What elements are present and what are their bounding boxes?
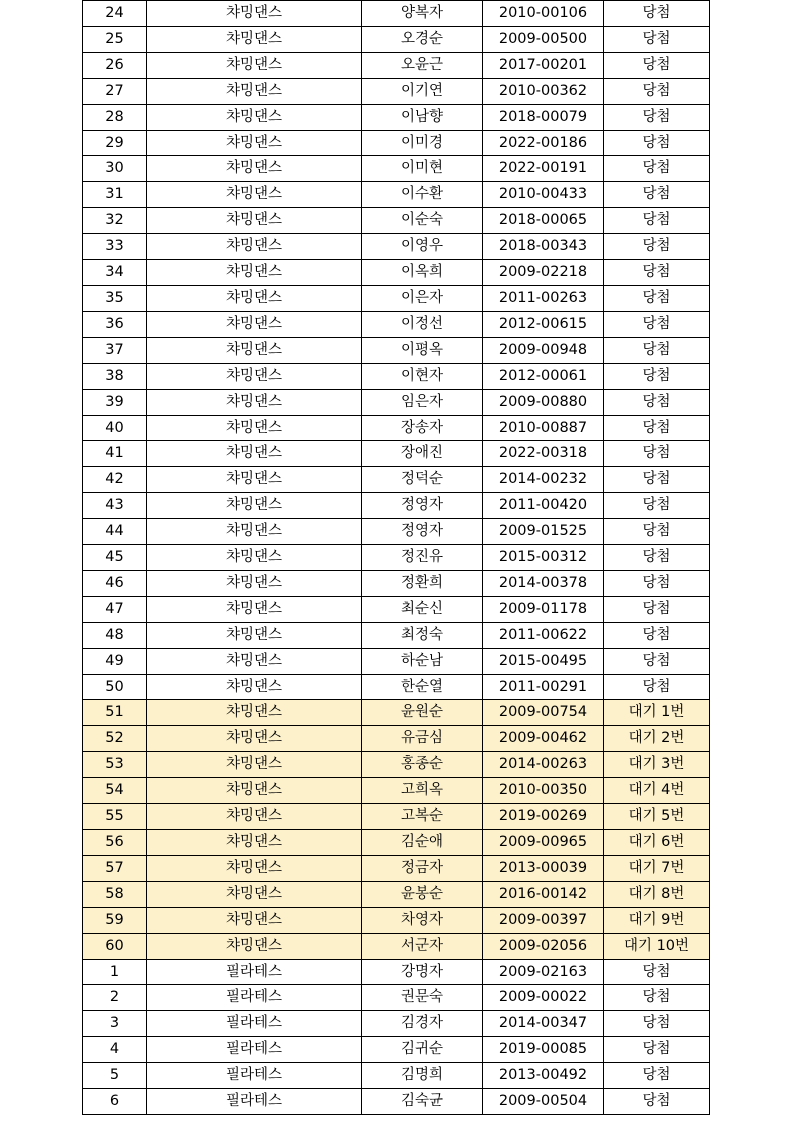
member-name-cell: 오윤근	[362, 52, 483, 78]
result-cell: 대기 7번	[604, 855, 710, 881]
class-name-cell: 필라테스	[147, 985, 362, 1011]
member-name-cell: 윤원순	[362, 700, 483, 726]
member-id-cell: 2009-01525	[483, 519, 604, 545]
waitlist-row	[83, 752, 710, 778]
member-name-cell: 이은자	[362, 285, 483, 311]
result-cell: 당첨	[604, 570, 710, 596]
member-id-cell: 2019-00085	[483, 1037, 604, 1063]
result-cell: 당첨	[604, 1037, 710, 1063]
row-number-cell: 55	[83, 804, 147, 830]
row-number-cell: 50	[83, 674, 147, 700]
result-cell: 당첨	[604, 985, 710, 1011]
result-cell: 당첨	[604, 959, 710, 985]
result-cell: 대기 8번	[604, 881, 710, 907]
table-row	[83, 285, 710, 311]
member-id-cell: 2012-00061	[483, 363, 604, 389]
waitlist-row	[83, 881, 710, 907]
row-number-cell: 60	[83, 933, 147, 959]
member-id-cell: 2018-00343	[483, 234, 604, 260]
table-row	[83, 234, 710, 260]
row-number-cell: 44	[83, 519, 147, 545]
table-row	[83, 1063, 710, 1089]
member-id-cell: 2015-00495	[483, 648, 604, 674]
result-cell: 당첨	[604, 493, 710, 519]
result-cell: 당첨	[604, 519, 710, 545]
result-cell: 당첨	[604, 441, 710, 467]
class-name-cell: 챠밍댄스	[147, 622, 362, 648]
table-row	[83, 26, 710, 52]
row-number-cell: 54	[83, 778, 147, 804]
row-number-cell: 47	[83, 596, 147, 622]
row-number-cell: 35	[83, 285, 147, 311]
row-number-cell: 56	[83, 830, 147, 856]
member-name-cell: 김명희	[362, 1063, 483, 1089]
row-number-cell: 6	[83, 1089, 147, 1115]
member-name-cell: 정덕순	[362, 467, 483, 493]
waitlist-row	[83, 726, 710, 752]
table-row	[83, 467, 710, 493]
table-row	[83, 1011, 710, 1037]
waitlist-row	[83, 933, 710, 959]
member-name-cell: 정영자	[362, 519, 483, 545]
result-cell: 대기 6번	[604, 830, 710, 856]
class-name-cell: 챠밍댄스	[147, 881, 362, 907]
row-number-cell: 24	[83, 1, 147, 27]
result-cell: 당첨	[604, 648, 710, 674]
member-id-cell: 2009-00500	[483, 26, 604, 52]
member-name-cell: 이기연	[362, 78, 483, 104]
member-name-cell: 한순열	[362, 674, 483, 700]
table-row	[83, 182, 710, 208]
member-id-cell: 2009-02056	[483, 933, 604, 959]
member-id-cell: 2012-00615	[483, 311, 604, 337]
table-row	[83, 208, 710, 234]
result-cell: 당첨	[604, 311, 710, 337]
row-number-cell: 42	[83, 467, 147, 493]
member-id-cell: 2010-00433	[483, 182, 604, 208]
table-row	[83, 130, 710, 156]
table-row	[83, 622, 710, 648]
waitlist-row	[83, 907, 710, 933]
row-number-cell: 2	[83, 985, 147, 1011]
result-cell: 당첨	[604, 130, 710, 156]
member-name-cell: 정진유	[362, 545, 483, 571]
row-number-cell: 39	[83, 389, 147, 415]
member-name-cell: 이영우	[362, 234, 483, 260]
class-name-cell: 필라테스	[147, 1037, 362, 1063]
result-cell: 당첨	[604, 674, 710, 700]
class-name-cell: 챠밍댄스	[147, 778, 362, 804]
row-number-cell: 3	[83, 1011, 147, 1037]
lottery-results-body	[83, 1, 710, 1115]
table-row	[83, 648, 710, 674]
member-id-cell: 2009-00504	[483, 1089, 604, 1115]
table-row	[83, 441, 710, 467]
member-id-cell: 2009-02163	[483, 959, 604, 985]
member-id-cell: 2014-00378	[483, 570, 604, 596]
member-id-cell: 2018-00065	[483, 208, 604, 234]
class-name-cell: 챠밍댄스	[147, 260, 362, 286]
row-number-cell: 26	[83, 52, 147, 78]
member-name-cell: 강명자	[362, 959, 483, 985]
row-number-cell: 1	[83, 959, 147, 985]
member-name-cell: 권문숙	[362, 985, 483, 1011]
row-number-cell: 59	[83, 907, 147, 933]
row-number-cell: 37	[83, 337, 147, 363]
member-name-cell: 윤봉순	[362, 881, 483, 907]
member-name-cell: 이순숙	[362, 208, 483, 234]
row-number-cell: 41	[83, 441, 147, 467]
row-number-cell: 36	[83, 311, 147, 337]
member-id-cell: 2022-00318	[483, 441, 604, 467]
member-name-cell: 정영자	[362, 493, 483, 519]
member-id-cell: 2016-00142	[483, 881, 604, 907]
table-row	[83, 674, 710, 700]
table-row	[83, 311, 710, 337]
class-name-cell: 챠밍댄스	[147, 208, 362, 234]
member-id-cell: 2011-00263	[483, 285, 604, 311]
member-id-cell: 2018-00079	[483, 104, 604, 130]
row-number-cell: 30	[83, 156, 147, 182]
table-row	[83, 415, 710, 441]
table-row	[83, 52, 710, 78]
result-cell: 당첨	[604, 622, 710, 648]
result-cell: 대기 1번	[604, 700, 710, 726]
result-cell: 당첨	[604, 234, 710, 260]
member-name-cell: 장송자	[362, 415, 483, 441]
row-number-cell: 48	[83, 622, 147, 648]
waitlist-row	[83, 804, 710, 830]
class-name-cell: 챠밍댄스	[147, 493, 362, 519]
member-name-cell: 이옥희	[362, 260, 483, 286]
row-number-cell: 4	[83, 1037, 147, 1063]
result-cell: 당첨	[604, 596, 710, 622]
member-id-cell: 2009-00880	[483, 389, 604, 415]
member-name-cell: 이남향	[362, 104, 483, 130]
class-name-cell: 챠밍댄스	[147, 726, 362, 752]
result-cell: 당첨	[604, 545, 710, 571]
member-name-cell: 최순신	[362, 596, 483, 622]
member-id-cell: 2009-00948	[483, 337, 604, 363]
member-id-cell: 2009-00754	[483, 700, 604, 726]
class-name-cell: 챠밍댄스	[147, 830, 362, 856]
member-id-cell: 2009-00965	[483, 830, 604, 856]
row-number-cell: 28	[83, 104, 147, 130]
member-id-cell: 2019-00269	[483, 804, 604, 830]
member-name-cell: 정금자	[362, 855, 483, 881]
table-row	[83, 985, 710, 1011]
class-name-cell: 필라테스	[147, 1063, 362, 1089]
row-number-cell: 40	[83, 415, 147, 441]
member-name-cell: 최정숙	[362, 622, 483, 648]
table-row	[83, 389, 710, 415]
result-cell: 당첨	[604, 1011, 710, 1037]
class-name-cell: 챠밍댄스	[147, 570, 362, 596]
row-number-cell: 46	[83, 570, 147, 596]
class-name-cell: 챠밍댄스	[147, 855, 362, 881]
result-cell: 대기 9번	[604, 907, 710, 933]
table-row	[83, 260, 710, 286]
member-id-cell: 2009-01178	[483, 596, 604, 622]
member-id-cell: 2010-00362	[483, 78, 604, 104]
member-name-cell: 김숙균	[362, 1089, 483, 1115]
lottery-results-table	[82, 0, 710, 1115]
waitlist-row	[83, 778, 710, 804]
member-id-cell: 2010-00350	[483, 778, 604, 804]
class-name-cell: 챠밍댄스	[147, 648, 362, 674]
class-name-cell: 챠밍댄스	[147, 752, 362, 778]
member-id-cell: 2011-00291	[483, 674, 604, 700]
result-cell: 당첨	[604, 78, 710, 104]
member-id-cell: 2011-00420	[483, 493, 604, 519]
class-name-cell: 챠밍댄스	[147, 156, 362, 182]
result-cell: 당첨	[604, 26, 710, 52]
class-name-cell: 챠밍댄스	[147, 1, 362, 27]
result-cell: 당첨	[604, 1063, 710, 1089]
row-number-cell: 51	[83, 700, 147, 726]
result-cell: 당첨	[604, 389, 710, 415]
waitlist-row	[83, 700, 710, 726]
member-id-cell: 2009-00462	[483, 726, 604, 752]
class-name-cell: 챠밍댄스	[147, 26, 362, 52]
class-name-cell: 챠밍댄스	[147, 804, 362, 830]
member-name-cell: 이수환	[362, 182, 483, 208]
table-row	[83, 1, 710, 27]
table-row	[83, 493, 710, 519]
result-cell: 당첨	[604, 104, 710, 130]
table-row	[83, 156, 710, 182]
member-name-cell: 유금심	[362, 726, 483, 752]
member-id-cell: 2013-00492	[483, 1063, 604, 1089]
result-cell: 당첨	[604, 182, 710, 208]
row-number-cell: 27	[83, 78, 147, 104]
table-row	[83, 959, 710, 985]
class-name-cell: 챠밍댄스	[147, 52, 362, 78]
member-name-cell: 김경자	[362, 1011, 483, 1037]
class-name-cell: 챠밍댄스	[147, 519, 362, 545]
member-name-cell: 고복순	[362, 804, 483, 830]
class-name-cell: 챠밍댄스	[147, 700, 362, 726]
member-name-cell: 홍종순	[362, 752, 483, 778]
member-name-cell: 이미경	[362, 130, 483, 156]
class-name-cell: 필라테스	[147, 1011, 362, 1037]
member-name-cell: 이정선	[362, 311, 483, 337]
class-name-cell: 챠밍댄스	[147, 467, 362, 493]
member-id-cell: 2010-00887	[483, 415, 604, 441]
result-cell: 대기 3번	[604, 752, 710, 778]
result-cell: 당첨	[604, 285, 710, 311]
row-number-cell: 29	[83, 130, 147, 156]
member-id-cell: 2013-00039	[483, 855, 604, 881]
class-name-cell: 챠밍댄스	[147, 596, 362, 622]
member-id-cell: 2022-00191	[483, 156, 604, 182]
class-name-cell: 챠밍댄스	[147, 104, 362, 130]
class-name-cell: 챠밍댄스	[147, 130, 362, 156]
row-number-cell: 45	[83, 545, 147, 571]
result-cell: 당첨	[604, 1089, 710, 1115]
result-cell: 당첨	[604, 415, 710, 441]
row-number-cell: 58	[83, 881, 147, 907]
class-name-cell: 챠밍댄스	[147, 78, 362, 104]
member-id-cell: 2017-00201	[483, 52, 604, 78]
result-cell: 대기 4번	[604, 778, 710, 804]
table-row	[83, 1089, 710, 1115]
member-name-cell: 장애진	[362, 441, 483, 467]
table-row	[83, 545, 710, 571]
row-number-cell: 38	[83, 363, 147, 389]
class-name-cell: 챠밍댄스	[147, 363, 362, 389]
row-number-cell: 57	[83, 855, 147, 881]
result-cell: 당첨	[604, 156, 710, 182]
table-row	[83, 570, 710, 596]
class-name-cell: 챠밍댄스	[147, 415, 362, 441]
class-name-cell: 챠밍댄스	[147, 674, 362, 700]
member-id-cell: 2014-00232	[483, 467, 604, 493]
result-cell: 당첨	[604, 208, 710, 234]
result-cell: 당첨	[604, 337, 710, 363]
member-name-cell: 차영자	[362, 907, 483, 933]
member-name-cell: 이미현	[362, 156, 483, 182]
waitlist-row	[83, 855, 710, 881]
table-row	[83, 363, 710, 389]
row-number-cell: 49	[83, 648, 147, 674]
class-name-cell: 챠밍댄스	[147, 285, 362, 311]
class-name-cell: 챠밍댄스	[147, 311, 362, 337]
row-number-cell: 43	[83, 493, 147, 519]
member-id-cell: 2009-02218	[483, 260, 604, 286]
member-name-cell: 정환희	[362, 570, 483, 596]
member-id-cell: 2015-00312	[483, 545, 604, 571]
result-cell: 대기 5번	[604, 804, 710, 830]
class-name-cell: 챠밍댄스	[147, 389, 362, 415]
member-name-cell: 하순남	[362, 648, 483, 674]
result-cell: 대기 2번	[604, 726, 710, 752]
row-number-cell: 5	[83, 1063, 147, 1089]
result-cell: 당첨	[604, 52, 710, 78]
member-id-cell: 2009-00397	[483, 907, 604, 933]
table-row	[83, 1037, 710, 1063]
table-row	[83, 78, 710, 104]
member-name-cell: 김귀순	[362, 1037, 483, 1063]
result-cell: 당첨	[604, 363, 710, 389]
class-name-cell: 챠밍댄스	[147, 182, 362, 208]
member-id-cell: 2011-00622	[483, 622, 604, 648]
result-cell: 당첨	[604, 467, 710, 493]
member-name-cell: 오경순	[362, 26, 483, 52]
waitlist-row	[83, 830, 710, 856]
member-id-cell: 2014-00347	[483, 1011, 604, 1037]
result-cell: 당첨	[604, 1, 710, 27]
row-number-cell: 52	[83, 726, 147, 752]
class-name-cell: 챠밍댄스	[147, 337, 362, 363]
table-row	[83, 104, 710, 130]
member-name-cell: 양복자	[362, 1, 483, 27]
table-row	[83, 337, 710, 363]
member-name-cell: 임은자	[362, 389, 483, 415]
class-name-cell: 필라테스	[147, 959, 362, 985]
class-name-cell: 챠밍댄스	[147, 545, 362, 571]
row-number-cell: 31	[83, 182, 147, 208]
class-name-cell: 챠밍댄스	[147, 441, 362, 467]
table-row	[83, 596, 710, 622]
class-name-cell: 챠밍댄스	[147, 933, 362, 959]
row-number-cell: 34	[83, 260, 147, 286]
row-number-cell: 53	[83, 752, 147, 778]
row-number-cell: 25	[83, 26, 147, 52]
table-row	[83, 519, 710, 545]
member-id-cell: 2022-00186	[483, 130, 604, 156]
row-number-cell: 32	[83, 208, 147, 234]
member-id-cell: 2010-00106	[483, 1, 604, 27]
member-name-cell: 이평옥	[362, 337, 483, 363]
result-cell: 대기 10번	[604, 933, 710, 959]
member-name-cell: 고희옥	[362, 778, 483, 804]
member-id-cell: 2009-00022	[483, 985, 604, 1011]
result-cell: 당첨	[604, 260, 710, 286]
member-name-cell: 이현자	[362, 363, 483, 389]
class-name-cell: 필라테스	[147, 1089, 362, 1115]
class-name-cell: 챠밍댄스	[147, 234, 362, 260]
member-id-cell: 2014-00263	[483, 752, 604, 778]
member-name-cell: 서군자	[362, 933, 483, 959]
member-name-cell: 김순애	[362, 830, 483, 856]
row-number-cell: 33	[83, 234, 147, 260]
class-name-cell: 챠밍댄스	[147, 907, 362, 933]
